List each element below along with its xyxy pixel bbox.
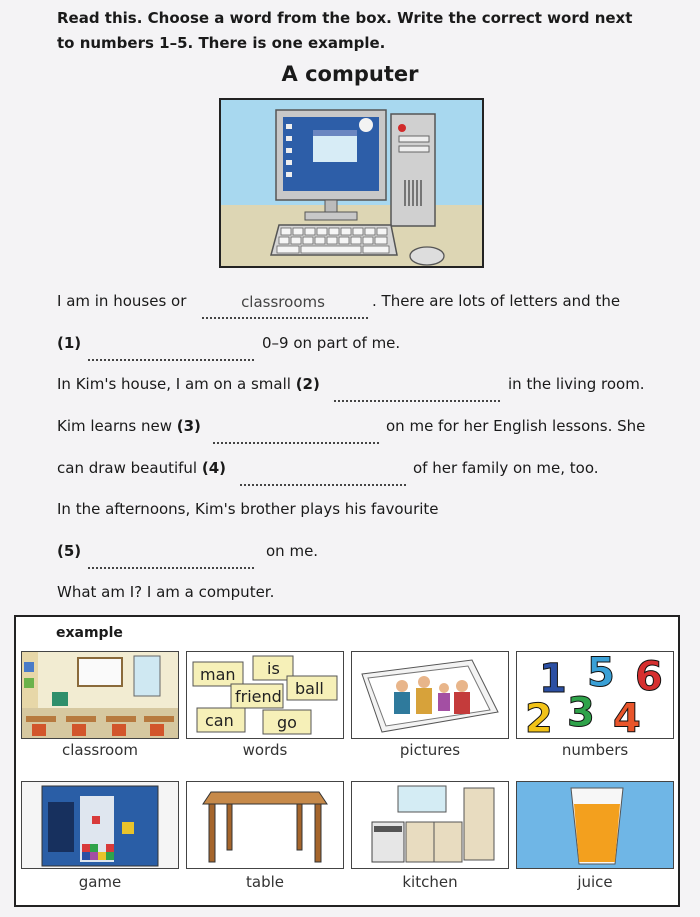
- question-number: (3): [176, 417, 201, 435]
- picture-table: [186, 781, 344, 869]
- picture-juice: [516, 781, 674, 869]
- digit-5: 5: [587, 652, 615, 696]
- word-tiles-picture: [187, 652, 343, 738]
- text-line-8: [57, 583, 274, 601]
- picture-numbers: [516, 651, 674, 739]
- question-1-number: [57, 334, 81, 352]
- classroom-picture: [22, 652, 178, 738]
- question-number: (4): [201, 459, 227, 477]
- text-segment: Kim learns new: [57, 417, 172, 435]
- digit-3: 3: [567, 690, 595, 736]
- tile-is: is: [267, 659, 280, 678]
- instructions-line-2: to numbers 1–5. There is one example.: [57, 34, 386, 52]
- tile-friend: friend: [235, 687, 282, 706]
- text-segment: on me.: [266, 542, 319, 560]
- text-segment: in the living room.: [508, 375, 645, 393]
- picture-words: [186, 651, 344, 739]
- word-words[interactable]: words: [242, 741, 288, 759]
- question-number: (1): [57, 334, 82, 352]
- word-game[interactable]: game: [78, 873, 122, 891]
- word-table[interactable]: table: [246, 873, 284, 891]
- digit-2: 2: [525, 696, 553, 738]
- text-line-5-end: [413, 459, 599, 477]
- word-numbers[interactable]: numbers: [561, 741, 629, 759]
- answer-blank-4[interactable]: [240, 483, 406, 486]
- word-kitchen[interactable]: kitchen: [402, 873, 458, 891]
- text-segment: on me for her English lessons. She: [386, 417, 646, 435]
- word-classroom[interactable]: classroom: [61, 741, 139, 759]
- tile-man: man: [200, 665, 236, 684]
- kitchen-picture: [352, 782, 508, 868]
- text-segment: In Kim's house, I am on a small: [57, 375, 291, 393]
- text-line-2: [262, 334, 400, 352]
- example-answer: classrooms: [241, 293, 325, 311]
- answer-blank-2[interactable]: [334, 399, 500, 402]
- text-line-4: [57, 417, 201, 435]
- text-line-6: [57, 500, 439, 518]
- page-title: A computer: [281, 62, 419, 86]
- question-5-number: [57, 542, 81, 560]
- text-line-5: [57, 459, 226, 477]
- example-label: example: [56, 625, 123, 641]
- tile-go: go: [277, 713, 297, 732]
- juice-picture: [517, 782, 673, 868]
- instructions-line-1: Read this. Choose a word from the box. Write the correct word next: [57, 9, 633, 27]
- text-segment: What am I? I am a computer.: [57, 583, 275, 601]
- digit-4: 4: [613, 696, 641, 738]
- computer-illustration: [219, 98, 484, 268]
- family-photo-picture: [352, 652, 508, 738]
- word-box: [14, 615, 680, 907]
- text-segment: can draw beautiful: [57, 459, 198, 477]
- word-juice[interactable]: juice: [577, 873, 613, 891]
- question-number: (5): [57, 542, 82, 560]
- tile-can: can: [205, 711, 234, 730]
- answer-blank-5[interactable]: [88, 566, 254, 569]
- instructions: [57, 6, 667, 56]
- answer-blank-1[interactable]: [88, 358, 254, 361]
- text-line-7: [266, 542, 318, 560]
- text-line-3-end: [508, 375, 645, 393]
- question-number: (2): [295, 375, 320, 393]
- text-segment: I am in houses or: [57, 292, 187, 310]
- picture-kitchen: [351, 781, 509, 869]
- text-line-1: [57, 292, 186, 310]
- game-picture: [22, 782, 178, 868]
- digit-1: 1: [539, 656, 567, 702]
- text-line-1-end: [372, 292, 620, 310]
- computer-picture: [221, 100, 482, 266]
- table-picture: [187, 782, 343, 868]
- text-line-3: [57, 375, 320, 393]
- text-segment: 0–9 on part of me.: [262, 334, 401, 352]
- tile-ball: ball: [295, 679, 324, 698]
- answer-blank-3[interactable]: [213, 441, 379, 444]
- text-segment: In the afternoons, Kim's brother plays his favourite: [57, 500, 439, 518]
- word-pictures[interactable]: pictures: [399, 741, 461, 759]
- picture-pictures: [351, 651, 509, 739]
- text-line-4-end: [386, 417, 645, 435]
- picture-classroom: [21, 651, 179, 739]
- picture-game: [21, 781, 179, 869]
- numbers-picture: [517, 652, 673, 738]
- example-blank: [202, 316, 368, 319]
- text-segment: of her family on me, too.: [413, 459, 599, 477]
- text-segment: . There are lots of letters and the: [372, 292, 621, 310]
- digit-6: 6: [635, 654, 663, 700]
